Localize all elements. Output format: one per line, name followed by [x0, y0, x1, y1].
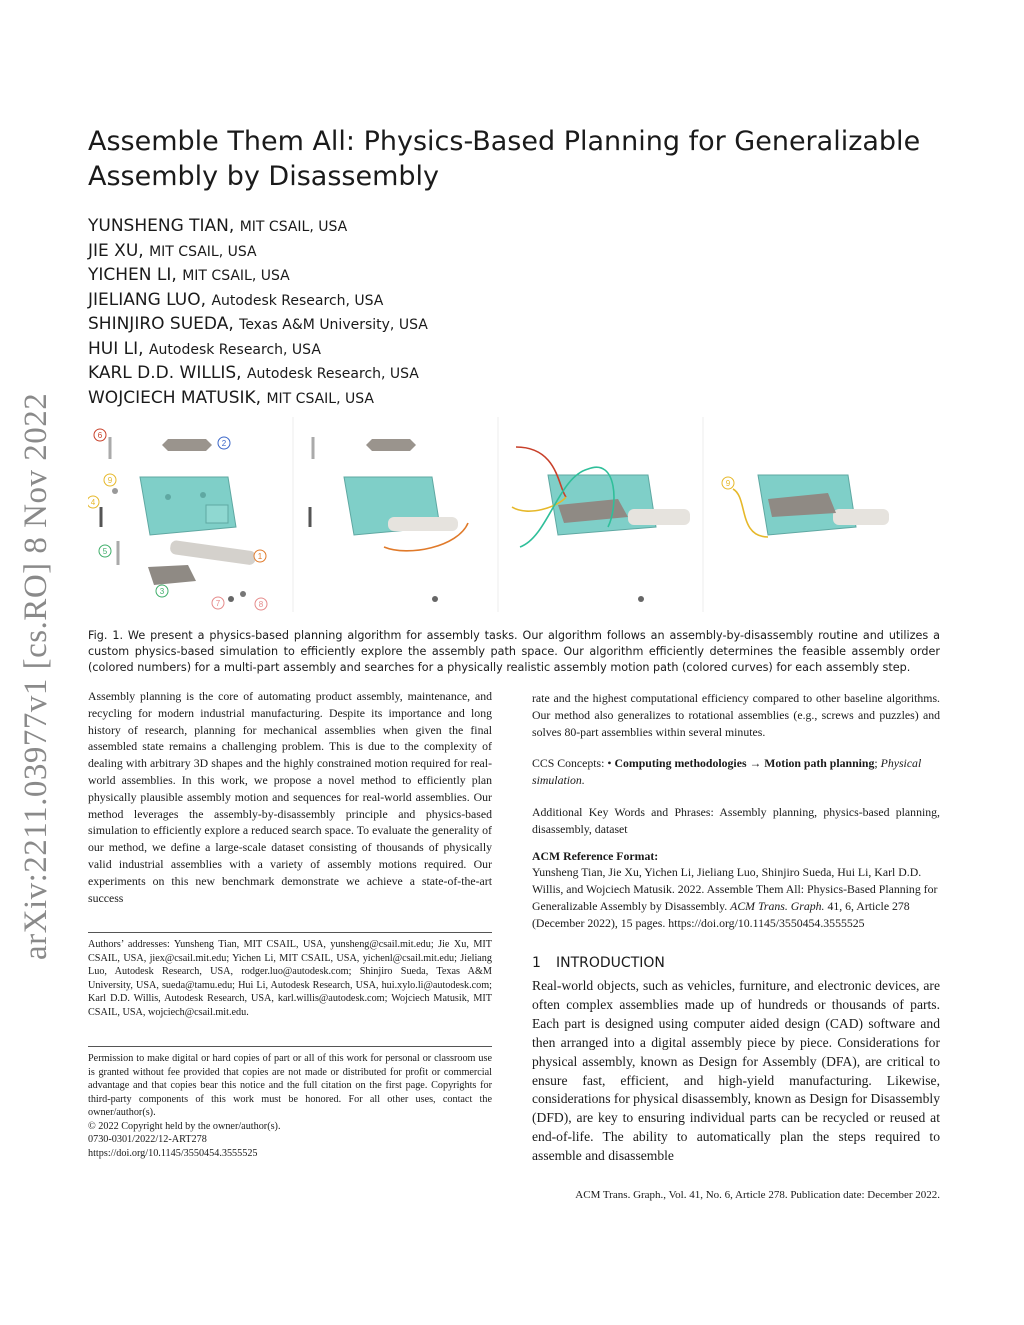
part-number-text: 7 [215, 599, 221, 608]
author-line [88, 387, 688, 412]
ccs-sep: ; [874, 756, 878, 771]
abstract-left-column [88, 688, 492, 906]
author-affiliation: MIT CSAIL, USA [266, 390, 374, 407]
part-number-text: 3 [159, 587, 165, 596]
paper-title: Assemble Them All: Physics-Based Planning for Generalizable Assembly by Disassembly [88, 126, 921, 192]
author-affiliation: Texas A&M University, USA [239, 317, 428, 333]
panel-step-2 [512, 447, 690, 602]
author-addresses: Authors’ addresses: Yunsheng Tian, MIT CSAIL, USA, yunsheng@csail.mit.edu; Jie Xu, MIT CSAIL, USA, jiex@csail.mit.edu; Yichen Li, MIT CSAIL, USA, yichenl@csail.mit.edu; Jieliang Luo, Autodesk Research, USA, rodger.luo@autodesk.com; Shinjiro Sueda, Texas A&M University, USA, sueda@tamu.edu; Hui Li, Autodesk Research, USA, hui.xylo.li@autodesk.com; Karl D.D. Willis, Autodesk Research, USA, karl.willis@autodesk.com; Wojciech Matusik, MIT CSAIL, USA, wojciech@csail.mit.edu. [88, 939, 492, 1018]
panel-step-1 [310, 437, 468, 602]
nut-part [228, 596, 234, 602]
author-affiliation: Autodesk Research, USA [148, 341, 321, 358]
ccs-label: CCS Concepts: • [532, 756, 612, 771]
permission-rule [88, 1046, 492, 1047]
nut-part [240, 591, 246, 597]
part-number-text: 2 [221, 439, 227, 448]
arxiv-stamp: arXiv:2211.03977v1 [cs.RO] 8 Nov 2022 [18, 392, 54, 960]
author-name: SHINJIRO SUEDA, [88, 314, 234, 334]
page-footer: ACM Trans. Graph., Vol. 41, No. 6, Article 278. Publication date: December 2022. [575, 1189, 940, 1201]
plate-hole [165, 494, 171, 500]
footnote-rule [88, 932, 492, 933]
author-affiliation: Autodesk Research, USA [211, 292, 384, 309]
right-column [532, 690, 940, 932]
permission-notice [88, 1052, 492, 1160]
part-number-text: 5 [102, 547, 108, 556]
abstract-continued: rate and the highest computational efficiency compared to other baseline algorithms. Our method also generalizes to rotational assemblies (e.g., screws and puzzles) and solves 80-part assemblies within several minutes. [532, 691, 940, 739]
bracket-part [148, 565, 196, 585]
part-number-text: 6 [97, 431, 103, 440]
section-title: INTRODUCTION [556, 955, 665, 971]
part-number-text: 9 [107, 476, 113, 485]
ccs-concepts [532, 755, 940, 789]
figure-caption: Fig. 1. We present a physics-based planning algorithm for assembly tasks. Our algorithm follows an assembly-by-disassembly routine and utilizes a custom physics-based simulation to efficiently explore the assembly path space. Our algorithm efficiently determines the feasible assembly order (colored numbers) for a multi-part assembly and searches for a physically realistic assembly motion path (colored curves) for each assembly step. [88, 629, 940, 674]
nut-part [432, 596, 438, 602]
panel-assembled [722, 475, 889, 537]
ccs-bold: Computing methodologies → Motion path planning [614, 756, 875, 771]
author-list [88, 215, 688, 411]
author-name: KARL D.D. WILLIS, [88, 363, 242, 383]
author-affiliation: Autodesk Research, USA [246, 366, 419, 382]
author-affiliation: MIT CSAIL, USA [149, 243, 257, 260]
ccs-italic: Physical simulation. [532, 756, 922, 788]
acm-ref-details: 41, 6, Article 278 (December 2022), 15 pages. https://doi.org/10.1145/3550454.3555525 [532, 898, 910, 930]
part-number-text: 1 [257, 552, 263, 561]
plate-hole [200, 492, 206, 498]
acm-ref-journal: ACM Trans. Graph. [730, 898, 825, 913]
shaft-part [628, 509, 690, 525]
author-name: JIE XU, [88, 240, 144, 261]
part-number-text: 4 [90, 498, 96, 507]
author-line [88, 289, 688, 314]
author-line [88, 362, 688, 387]
author-name: YICHEN LI, [88, 265, 177, 285]
doi-link[interactable]: https://doi.org/10.1145/3550454.3555525 [88, 1147, 258, 1159]
bracket-part [366, 439, 416, 451]
part-number-text: 9 [725, 479, 731, 488]
author-affiliation: MIT CSAIL, USA [239, 219, 348, 235]
copyright-line: © 2022 Copyright held by the owner/author(s). [88, 1120, 281, 1132]
nut-part [112, 488, 118, 494]
introduction-text: Real-world objects, such as vehicles, furniture, and electronic devices, are often complex assemblies made up of hundreds or thousands of parts. Each part is designed using computer aided design (CAD) software and then arranged into a digital assembly piece by piece. Considerations for physical assembly, known as Design for Assembly (DFA), are critical to ensure fast, efficient, and high-yield manufacturing. Likewise, considerations for physical disassembly, known as Design for Disassembly (DFD), are key to ensuring individual parts can be recycled or reused at end-of-life. The ability to automatically plan the steps required to assemble and disassemble [532, 978, 940, 1164]
author-line [88, 215, 688, 240]
part-number-text: 8 [258, 600, 264, 609]
author-name: HUI LI, [88, 338, 144, 359]
issn-line: 0730-0301/2022/12-ART278 [88, 1134, 207, 1145]
author-affiliation: MIT CSAIL, USA [182, 268, 290, 284]
acm-ref-body [532, 864, 940, 931]
acm-ref-text: Yunsheng Tian, Jie Xu, Yichen Li, Jieliang Luo, Shinjiro Sueda, Hui Li, Karl D.D. Willis, and Wojciech Matusik. 2022. Assemble Them All: Physics-Based Planning for Generalizable Assembly by Disassembly. [532, 865, 938, 913]
author-line [88, 338, 688, 363]
abstract-text: Assembly planning is the core of automating product assembly, maintenance, and recycling for modern industrial manufacturing. Despite its importance and long history of research, planning for mechanical assemblies when given the final assembled state remains a challenging problem. This is due to the complexity of dealing with arbitrary 3D shapes and the highly constrained motion required for real-world assemblies. In this work, we propose a novel method to efficiently plan physically plausible assembly motion and sequences for real-world assemblies. Our method leverages the assembly-by-disassembly principle and physics-based simulation to efficiently explore a reduced search space. To evaluate the generality of our method, we define a large-scale dataset consisting of thousands of physically valid industrial assemblies with a variety of assembly motions required. Our experiments on this new benchmark demonstrate we achieve a state-of-the-art success [88, 689, 492, 905]
keywords: Additional Key Words and Phrases: Assembly planning, physics-based planning, disassembly, dataset [532, 804, 940, 836]
section-heading [532, 955, 665, 971]
shaft-part [388, 517, 458, 531]
section-number: 1 [532, 955, 541, 971]
assembly-figure [88, 417, 938, 612]
author-name: JIELIANG LUO, [88, 289, 207, 310]
panel-exploded [88, 429, 267, 610]
shaft-part [833, 509, 889, 525]
permission-text: Permission to make digital or hard copies of part or all of this work for personal or classroom use is granted without fee provided that copies are not made or distributed for profit or commercial advantage and that copies bear this notice and the full citation on the first page. Copyrights for third-party components of this work must be honored. For all other uses, contact the owner/author(s). [88, 1053, 492, 1118]
acm-ref-heading: ACM Reference Format: [532, 848, 659, 863]
author-name: WOJCIECH MATUSIK, [88, 387, 262, 408]
author-line [88, 240, 688, 265]
nut-part [638, 596, 644, 602]
bracket-part [162, 439, 212, 451]
author-name: YUNSHENG TIAN, [88, 216, 235, 236]
author-line [88, 313, 688, 338]
figure-1 [88, 417, 938, 612]
shaft-part [169, 540, 256, 566]
plate-block [206, 505, 228, 523]
author-line [88, 264, 688, 289]
